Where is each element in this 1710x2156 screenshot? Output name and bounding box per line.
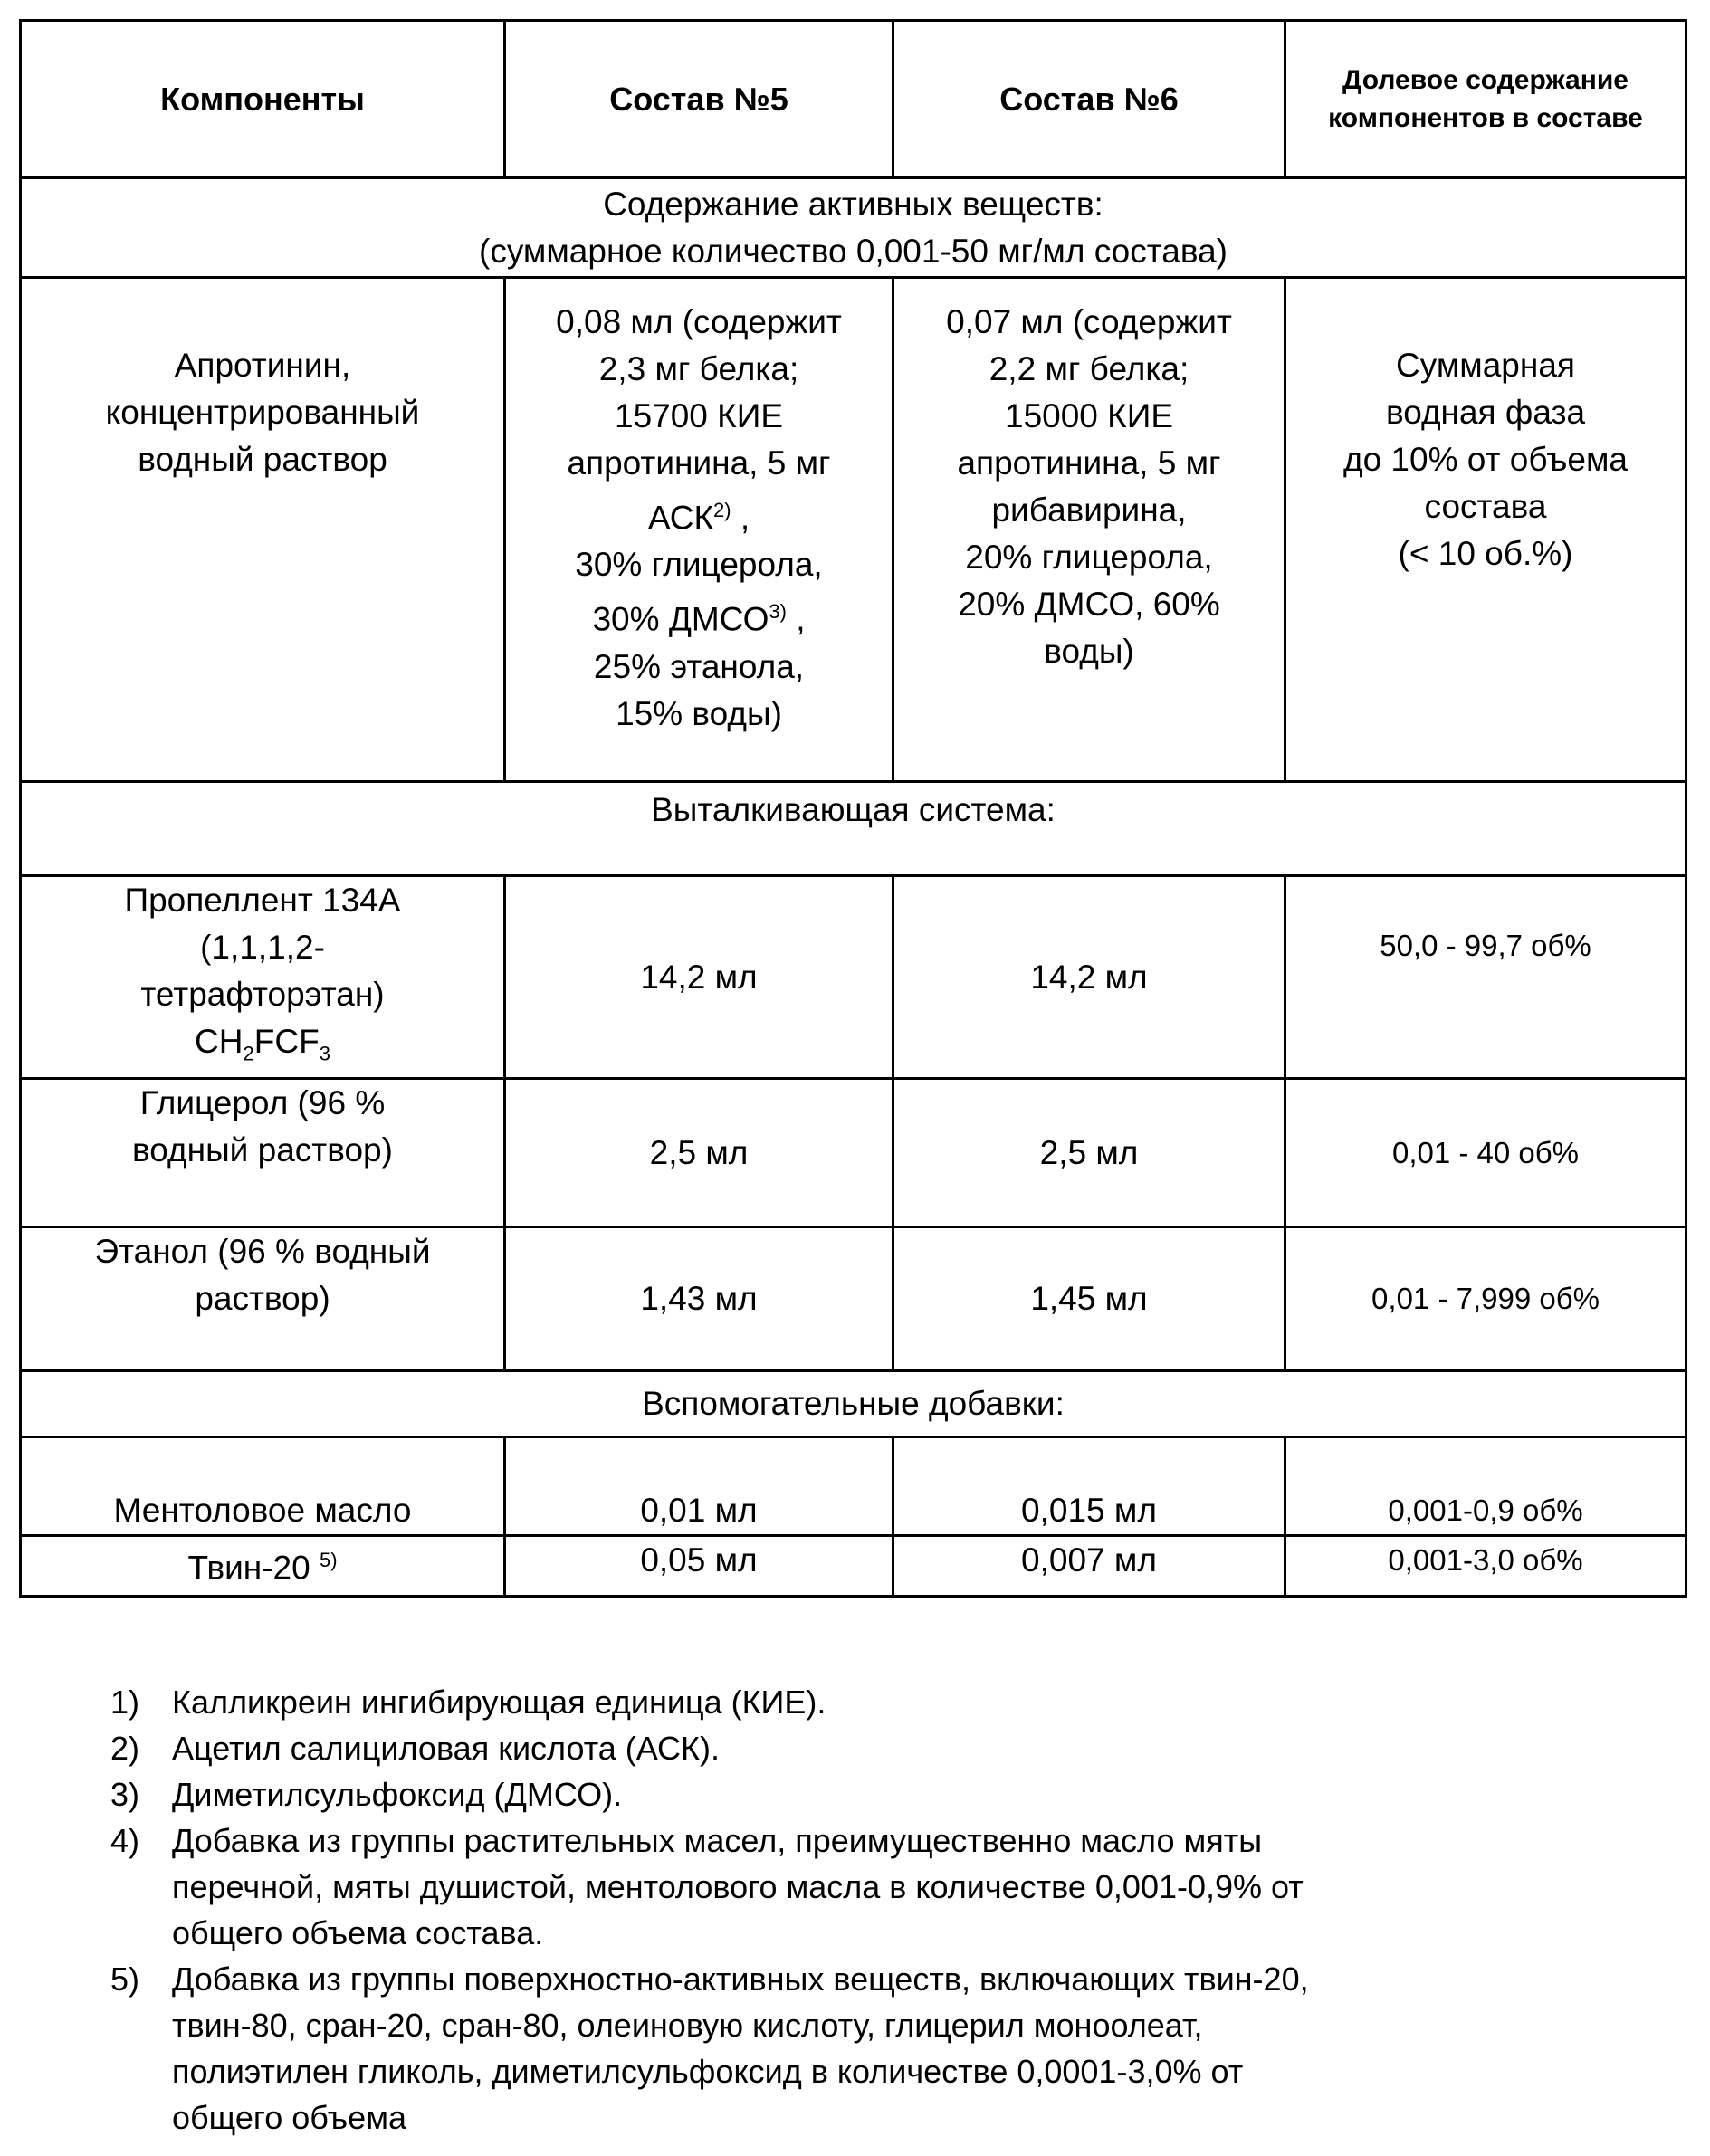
share-value: Суммарная водная фаза до 10% от объема состава (< 10 об.%) [1285, 278, 1686, 782]
footnote: 2) Ацетил салициловая кислота (АСК). [110, 1725, 1649, 1771]
component-name: Пропеллент 134А (1,1,1,2- тетрафторэтан) CH2FCF3 [21, 876, 505, 1079]
share-value: 50,0 - 99,7 об% [1285, 876, 1686, 1079]
composition-5-value: 0,05 мл [505, 1536, 893, 1597]
table-row-tween [21, 1536, 1686, 1597]
composition-6-value: 0,007 мл [893, 1536, 1285, 1597]
header-row [21, 21, 1686, 178]
table-row-propellant [21, 876, 1686, 1079]
header-components: Компоненты [21, 21, 505, 178]
composition-6-value: 1,45 мл [893, 1227, 1285, 1371]
composition-6-value: 2,5 мл [893, 1079, 1285, 1227]
footnote: 3) Диметилсульфоксид (ДМСО). [110, 1771, 1649, 1817]
composition-5-value: 2,5 мл [505, 1079, 893, 1227]
composition-5-value: 14,2 мл [505, 876, 893, 1079]
footnote: 1) Калликреин ингибирующая единица (КИЕ). [110, 1679, 1649, 1725]
composition-5-value: 0,08 мл (содержит 2,3 мг белка; 15700 КИЕ апротинина, 5 мг АСК2) , 30% глицерола, 30% ДМСО3) , 25% этанола, 15% воды) [505, 278, 893, 782]
share-value: 0,01 - 40 об% [1285, 1079, 1686, 1227]
share-value: 0,001-3,0 об% [1285, 1536, 1686, 1597]
component-name: Этанол (96 % водный раствор) [21, 1227, 505, 1371]
component-name: Твин-20 5) [21, 1536, 505, 1597]
table-row-ethanol [21, 1227, 1686, 1371]
footnotes [110, 1679, 1649, 2141]
table-row-glycerol [21, 1079, 1686, 1227]
section-subtitle: (суммарное количество 0,001-50 мг/мл состава) [27, 228, 1679, 275]
composition-5-value: 0,01 мл [505, 1437, 893, 1536]
header-composition-6: Состав №6 [893, 21, 1285, 178]
composition-6-value: 0,07 мл (содержит 2,2 мг белка; 15000 КИЕ апротинина, 5 мг рибавирина, 20% глицерола, 20% ДМСО, 60% воды) [893, 278, 1285, 782]
header-composition-5: Состав №5 [505, 21, 893, 178]
composition-table [19, 19, 1687, 1598]
component-name: Ментоловое масло [21, 1437, 505, 1536]
section-aux: Вспомогательные добавки: [21, 1371, 1686, 1437]
header-share: Долевое содержание компонентов в составе [1285, 21, 1686, 178]
component-name: Глицерол (96 % водный раствор) [21, 1079, 505, 1227]
composition-6-value: 0,015 мл [893, 1437, 1285, 1536]
table-row-aprotinin [21, 278, 1686, 782]
share-value: 0,01 - 7,999 об% [1285, 1227, 1686, 1371]
footnote: 5) Добавка из группы поверхностно-активных веществ, включающих твин-20, твин-80, сран-20, сран-80, олеиновую кислоту, глицерил моноолеат, полиэтилен гликоль, диметилсульфоксид в количестве 0,0001-3,0% от общего объема [110, 1956, 1649, 2141]
section-title: Содержание активных веществ: [27, 181, 1679, 228]
composition-6-value: 14,2 мл [893, 876, 1285, 1079]
share-value: 0,001-0,9 об% [1285, 1437, 1686, 1536]
composition-5-value: 1,43 мл [505, 1227, 893, 1371]
component-name: Апротинин, концентрированный водный раствор [21, 278, 505, 782]
section-push: Выталкивающая система: [21, 782, 1686, 876]
table-row-menthol [21, 1437, 1686, 1536]
section-active [21, 178, 1686, 278]
footnote: 4) Добавка из группы растительных масел, преимущественно масло мяты перечной, мяты душистой, ментолового масла в количестве 0,001-0,9% от общего объема состава. [110, 1817, 1649, 1956]
